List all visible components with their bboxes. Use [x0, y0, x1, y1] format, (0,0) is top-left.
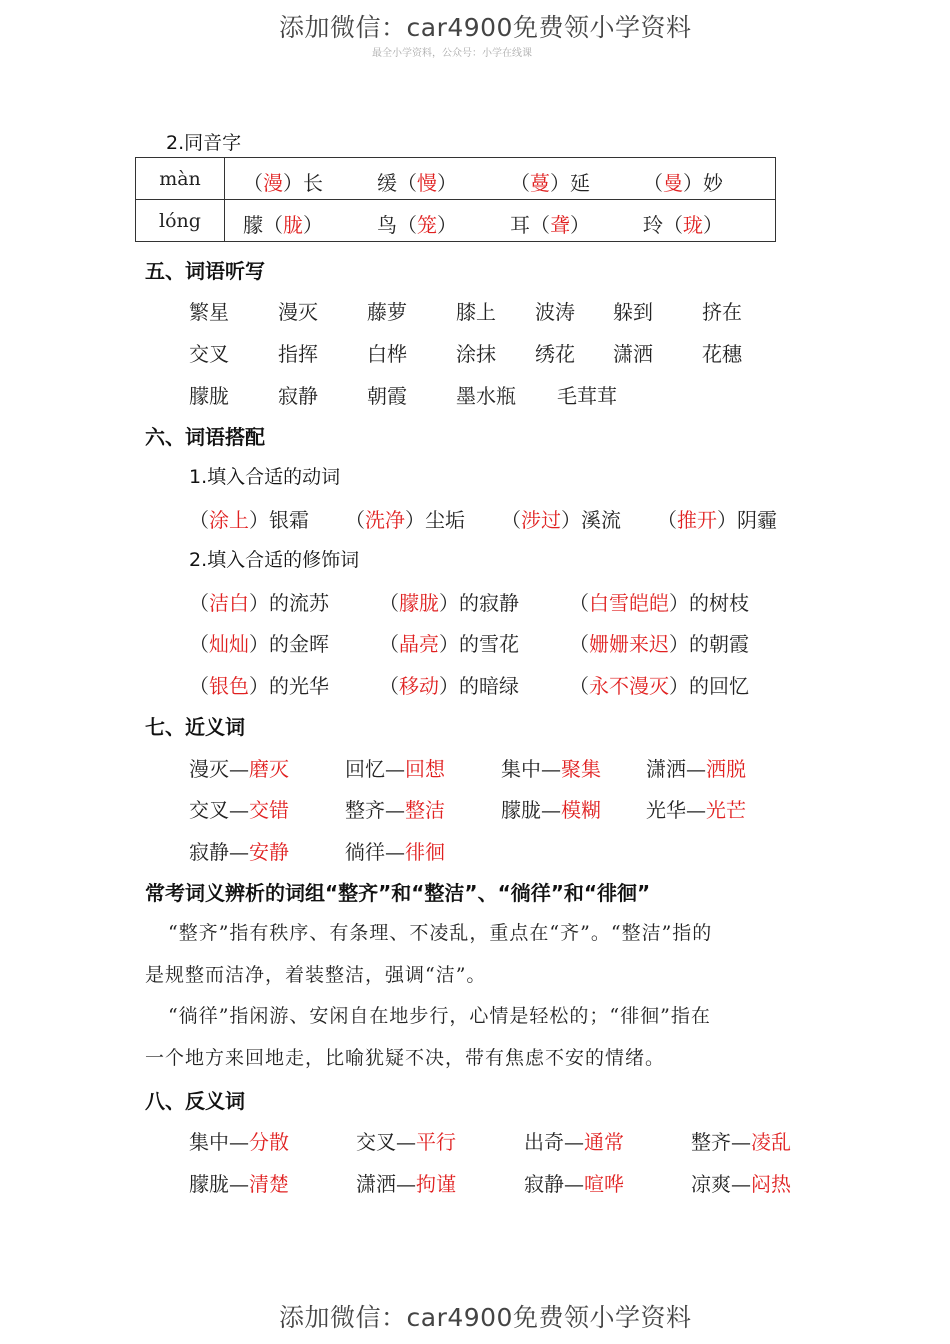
homophone-item: （曼）妙: [643, 171, 723, 195]
modifier-item: （永不漫灭）的回忆: [569, 674, 749, 698]
synonym-pair: 潇洒—洒脱: [646, 757, 746, 781]
analysis-line: “徜徉”指闲游、安闲自在地步行，心情是轻松的；“徘徊”指在: [168, 1005, 711, 1027]
modifier-item: （白雪皑皑）的树枝: [569, 591, 749, 615]
verb-item: （涂上）银霜: [189, 508, 309, 532]
dictation-title: 五、词语听写: [145, 259, 265, 283]
modifier-item: （晶亮）的雪花: [379, 632, 519, 656]
dictation-word: 绣花: [535, 342, 575, 366]
homophone-items-cell: [225, 158, 776, 200]
antonym-pair: 寂静—喧哗: [524, 1172, 624, 1196]
dictation-word: 漫灭: [278, 300, 318, 324]
verb-item: （洗净）尘垢: [345, 508, 465, 532]
collocation-title: 六、词语搭配: [145, 425, 265, 449]
pinyin-cell: lóng: [136, 200, 225, 242]
homophone-item: 缓（慢）: [377, 171, 457, 195]
analysis-line: “整齐”指有秩序、有条理、不凌乱，重点在“齐”。“整洁”指的: [168, 922, 713, 944]
modifier-item: （洁白）的流苏: [189, 591, 329, 615]
homophones-table: [135, 157, 776, 242]
dictation-word: 寂静: [278, 384, 318, 408]
antonym-pair: 集中—分散: [189, 1130, 289, 1154]
homophone-item: 玲（珑）: [643, 213, 723, 237]
dictation-word: 指挥: [278, 342, 318, 366]
dictation-word: 涂抹: [456, 342, 496, 366]
synonym-pair: 光华—光芒: [646, 798, 746, 822]
table-row: [136, 158, 776, 200]
verbs-subtitle: 1.填入合适的动词: [189, 466, 341, 488]
homophone-items-cell: [225, 200, 776, 242]
synonym-pair: 寂静—安静: [189, 840, 289, 864]
modifier-item: （姗姗来迟）的朝霞: [569, 632, 749, 656]
homophone-item: 朦（胧）: [243, 213, 323, 237]
dictation-word: 花穗: [702, 342, 742, 366]
watermark-bottom: 添加微信：car4900免费领小学资料: [279, 1303, 692, 1332]
antonym-pair: 整齐—凌乱: [691, 1130, 791, 1154]
dictation-word: 交叉: [189, 342, 229, 366]
dictation-word: 白桦: [367, 342, 407, 366]
dictation-word: 藤萝: [367, 300, 407, 324]
pinyin-cell: màn: [136, 158, 225, 200]
dictation-word: 墨水瓶: [456, 384, 516, 408]
dictation-word: 毛茸茸: [557, 384, 617, 408]
synonym-pair: 交叉—交错: [189, 798, 289, 822]
antonym-pair: 交叉—平行: [356, 1130, 456, 1154]
dictation-word: 繁星: [189, 300, 229, 324]
dictation-word: 膝上: [456, 300, 496, 324]
homophone-item: （漫）长: [243, 171, 323, 195]
modifiers-subtitle: 2.填入合适的修饰词: [189, 549, 360, 571]
synonym-pair: 集中—聚集: [501, 757, 601, 781]
dictation-word: 潇洒: [613, 342, 653, 366]
dictation-word: 挤在: [702, 300, 742, 324]
antonym-pair: 出奇—通常: [524, 1130, 624, 1154]
synonym-pair: 回忆—回想: [345, 757, 445, 781]
synonym-pair: 朦胧—模糊: [501, 798, 601, 822]
antonyms-title: 八、反义词: [145, 1089, 245, 1113]
dictation-word: 朦胧: [189, 384, 229, 408]
homophones-title: 2.同音字: [166, 132, 242, 154]
modifier-item: （朦胧）的寂静: [379, 591, 519, 615]
antonym-pair: 朦胧—清楚: [189, 1172, 289, 1196]
synonym-pair: 徜徉—徘徊: [345, 840, 445, 864]
watermark-subtitle: 最全小学资料，公众号：小学在线课: [372, 48, 532, 59]
synonym-pair: 漫灭—磨灭: [189, 757, 289, 781]
synonym-pair: 整齐—整洁: [345, 798, 445, 822]
table-row: [136, 200, 776, 242]
dictation-word: 波涛: [535, 300, 575, 324]
homophone-item: （蔓）延: [510, 171, 590, 195]
dictation-word: 朝霞: [367, 384, 407, 408]
modifier-item: （灿灿）的金晖: [189, 632, 329, 656]
watermark-top: 添加微信：car4900免费领小学资料: [279, 13, 692, 42]
modifier-item: （银色）的光华: [189, 674, 329, 698]
analysis-line: 一个地方来回地走，比喻犹疑不决，带有焦虑不安的情绪。: [145, 1047, 666, 1069]
verb-item: （推开）阴霾: [657, 508, 777, 532]
dictation-word: 躲到: [613, 300, 653, 324]
analysis-line: 是规整而洁净，着装整洁，强调“洁”。: [145, 964, 487, 986]
analysis-title: 常考词义辨析的词组“整齐”和“整洁”、“徜徉”和“徘徊”: [145, 881, 651, 905]
homophone-item: 鸟（笼）: [377, 213, 457, 237]
antonym-pair: 潇洒—拘谨: [356, 1172, 456, 1196]
synonyms-title: 七、近义词: [145, 715, 245, 739]
homophone-item: 耳（聋）: [510, 213, 590, 237]
modifier-item: （移动）的暗绿: [379, 674, 519, 698]
antonym-pair: 凉爽—闷热: [691, 1172, 791, 1196]
verb-item: （涉过）溪流: [501, 508, 621, 532]
